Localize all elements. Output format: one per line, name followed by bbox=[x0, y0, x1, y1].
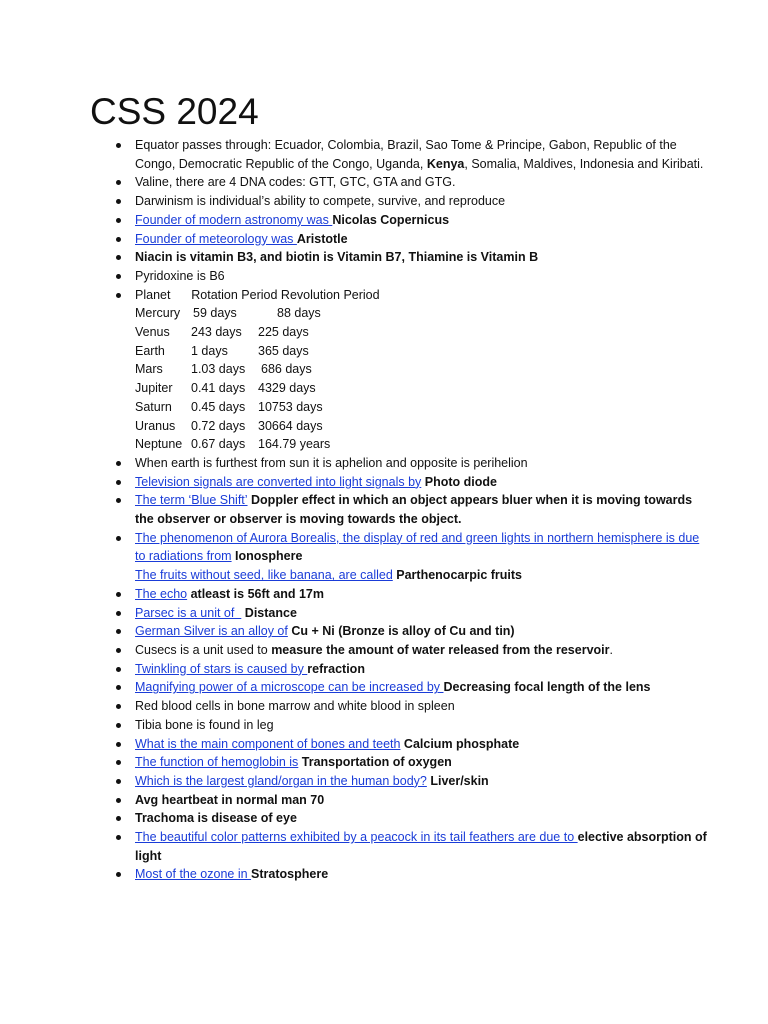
table-row bbox=[135, 342, 708, 361]
hemoglobin-link[interactable]: The function of hemoglobin is bbox=[135, 755, 299, 770]
meteorology-link[interactable]: Founder of meteorology was bbox=[135, 231, 297, 246]
list-item-aphelion bbox=[90, 454, 708, 473]
revolution-period: 88 days bbox=[277, 306, 321, 321]
german-silver-answer: Cu + Ni (Bronze is alloy of Cu and tin) bbox=[287, 624, 515, 639]
astronomy-link[interactable]: Founder of modern astronomy was bbox=[135, 212, 333, 227]
revolution-period: 686 days bbox=[261, 362, 312, 377]
ozone-link[interactable]: Most of the ozone in bbox=[135, 867, 252, 882]
microscope-link[interactable]: Magnifying power of a microscope can be increased by bbox=[135, 680, 444, 695]
list-item-parsec bbox=[90, 604, 708, 623]
gland-answer: Liver/skin bbox=[426, 773, 489, 788]
planet-name: Uranus bbox=[135, 418, 176, 433]
planet-table-header: Planet Rotation Period Revolution Period bbox=[135, 287, 380, 302]
rotation-period: 0.67 days bbox=[191, 437, 246, 452]
list-item-fruits bbox=[90, 566, 708, 585]
list-item-gland bbox=[90, 772, 708, 791]
list-item-echo bbox=[90, 585, 708, 604]
fruits-link[interactable]: The fruits without seed, like banana, are called bbox=[135, 568, 393, 583]
rotation-period: 59 days bbox=[193, 306, 237, 321]
document-title: CSS 2024 bbox=[90, 91, 259, 132]
aphelion-text: When earth is furthest from sun it is aphelion and opposite is perihelion bbox=[135, 455, 528, 470]
list-item-hemoglobin bbox=[90, 753, 708, 772]
pyridoxine-text: Pyridoxine is B6 bbox=[135, 268, 225, 283]
equator-bold: Kenya bbox=[426, 156, 465, 171]
television-answer: Photo diode bbox=[421, 474, 497, 489]
darwinism-text: Darwinism is individual’s ability to compete, survive, and reproduce bbox=[135, 194, 506, 209]
rotation-period: 0.72 days bbox=[191, 418, 246, 433]
list-item-peacock bbox=[90, 828, 708, 865]
list-item-astronomy bbox=[90, 211, 708, 230]
list-item-trachoma bbox=[90, 809, 708, 828]
aurora-answer: Ionosphere bbox=[231, 549, 303, 564]
list-item-darwinism bbox=[90, 192, 708, 211]
table-row bbox=[135, 304, 708, 323]
list-item-blueshift bbox=[90, 491, 708, 528]
table-row bbox=[135, 435, 708, 454]
equator-text-end: , Somalia, Maldives, Indonesia and Kiribati. bbox=[464, 156, 704, 171]
aurora-link[interactable]: The phenomenon of Aurora Borealis, the display of red and green lights in northern hemisphere is due to radiations from bbox=[135, 530, 700, 564]
list-item-german-silver bbox=[90, 622, 708, 641]
planet-name: Venus bbox=[135, 325, 170, 340]
rotation-period: 1.03 days bbox=[191, 362, 246, 377]
list-item-twinkling bbox=[90, 660, 708, 679]
planet-name: Jupiter bbox=[135, 381, 173, 396]
revolution-period: 365 days bbox=[258, 343, 309, 358]
ozone-answer: Stratosphere bbox=[251, 867, 329, 882]
revolution-period: 225 days bbox=[258, 325, 309, 340]
rotation-period: 0.45 days bbox=[191, 399, 246, 414]
list-item-aurora bbox=[90, 529, 708, 566]
microscope-answer: Decreasing focal length of the lens bbox=[443, 680, 651, 695]
list-item-bones bbox=[90, 735, 708, 754]
cusecs-text: Cusecs is a unit used to bbox=[135, 642, 272, 657]
revolution-period: 164.79 years bbox=[258, 437, 331, 452]
hemoglobin-answer: Transportation of oxygen bbox=[298, 755, 452, 770]
trachoma-text: Trachoma is disease of eye bbox=[135, 811, 297, 826]
list-item-ozone bbox=[90, 865, 708, 884]
tibia-text: Tibia bone is found in leg bbox=[135, 717, 274, 732]
list-item-tibia bbox=[90, 716, 708, 735]
astronomy-answer: Nicolas Copernicus bbox=[332, 212, 450, 227]
german-silver-link[interactable]: German Silver is an alloy of bbox=[135, 624, 288, 639]
cusecs-text-end: . bbox=[609, 642, 613, 657]
bones-link[interactable]: What is the main component of bones and teeth bbox=[135, 736, 401, 751]
equator-text: Equator passes through: Ecuador, Colombia, Brazil, Sao Tome & Principe, Gabon, Republic of the Congo, Democratic Republic of the Congo, Uganda, bbox=[135, 138, 677, 171]
rotation-period: 0.41 days bbox=[191, 381, 246, 396]
fruits-answer: Parthenocarpic fruits bbox=[392, 568, 522, 583]
twinkling-link[interactable]: Twinkling of stars is caused by bbox=[135, 661, 308, 676]
list-item-equator bbox=[90, 136, 708, 173]
list-item-niacin bbox=[90, 248, 708, 267]
list-item-cusecs bbox=[90, 641, 708, 660]
list-item-television bbox=[90, 473, 708, 492]
list-item-heartbeat bbox=[90, 791, 708, 810]
blueshift-answer: Doppler effect in which an object appears bluer when it is moving towards the observer or observer is moving towards the object. bbox=[135, 493, 693, 527]
table-row bbox=[135, 417, 708, 436]
gland-link[interactable]: Which is the largest gland/organ in the human body? bbox=[135, 773, 427, 788]
peacock-link[interactable]: The beautiful color patterns exhibited by a peacock in its tail feathers are due to bbox=[135, 830, 578, 845]
twinkling-answer: refraction bbox=[307, 661, 365, 676]
bones-answer: Calcium phosphate bbox=[400, 736, 520, 751]
planet-name: Saturn bbox=[135, 399, 172, 414]
rotation-period: 1 days bbox=[191, 343, 228, 358]
meteorology-answer: Aristotle bbox=[296, 231, 348, 246]
table-row bbox=[135, 379, 708, 398]
list-item-planet-table bbox=[90, 286, 708, 454]
planet-table bbox=[135, 304, 708, 454]
parsec-link[interactable]: Parsec is a unit of bbox=[135, 605, 242, 620]
list-item-meteorology bbox=[90, 230, 708, 249]
list-item-pyridoxine bbox=[90, 267, 708, 286]
planet-name: Mercury bbox=[135, 306, 181, 321]
heartbeat-text: Avg heartbeat in normal man 70 bbox=[135, 792, 325, 807]
blueshift-link[interactable]: The term ‘Blue Shift’ bbox=[135, 493, 248, 508]
blood-cells-text: Red blood cells in bone marrow and white blood in spleen bbox=[135, 699, 455, 714]
table-row bbox=[135, 360, 708, 379]
cusecs-bold: measure the amount of water released from the reservoir bbox=[271, 642, 610, 657]
television-link[interactable]: Television signals are converted into light signals by bbox=[135, 474, 422, 489]
valine-text: Valine, there are 4 DNA codes: GTT, GTC, GTA and GTG. bbox=[135, 175, 456, 190]
planet-name: Neptune bbox=[135, 437, 183, 452]
niacin-text: Niacin is vitamin B3, and biotin is Vitamin B7, Thiamine is Vitamin B bbox=[135, 250, 539, 265]
planet-name: Mars bbox=[135, 362, 163, 377]
echo-link[interactable]: The echo bbox=[135, 586, 188, 601]
list-item-microscope bbox=[90, 678, 708, 697]
peacock-answer: elective absorption of light bbox=[135, 830, 707, 863]
echo-answer: atleast is 56ft and 17m bbox=[187, 586, 324, 601]
list-item-valine bbox=[90, 173, 708, 192]
list-item-blood-cells bbox=[90, 697, 708, 716]
table-row bbox=[135, 323, 708, 342]
table-row bbox=[135, 398, 708, 417]
revolution-period: 10753 days bbox=[258, 399, 323, 414]
revolution-period: 30664 days bbox=[258, 418, 323, 433]
rotation-period: 243 days bbox=[191, 325, 242, 340]
fact-list bbox=[90, 136, 708, 884]
revolution-period: 4329 days bbox=[258, 381, 316, 396]
planet-name: Earth bbox=[135, 343, 165, 358]
parsec-answer: Distance bbox=[241, 605, 297, 620]
